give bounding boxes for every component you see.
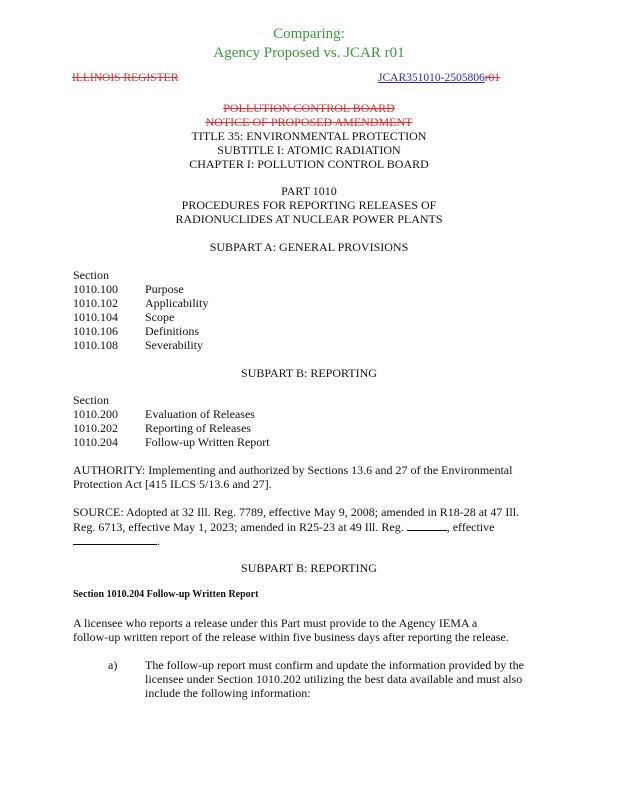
toc-row: 1010.100 Purpose [73, 282, 184, 296]
compare-title-line2: Agency Proposed vs. JCAR r01 [213, 45, 405, 61]
authority-line1: AUTHORITY: Implementing and authorized by Sections 13.6 and 27 of the Environmental [73, 463, 513, 477]
toc-row: 1010.202 Reporting of Releases [73, 421, 251, 435]
header-register-deleted: ILLINOIS REGISTER [72, 72, 179, 84]
header-jcar-id [378, 72, 500, 84]
effective-date-blank [73, 533, 157, 545]
part-name-line2: RADIONUCLIDES AT NUCLEAR POWER PLANTS [175, 212, 443, 226]
item-a-line1: The follow-up report must confirm and update the information provided by the [145, 658, 524, 672]
subpart-a-heading: SUBPART A: GENERAL PROVISIONS [209, 240, 409, 254]
toc-row: 1010.200 Evaluation of Releases [73, 407, 255, 421]
part-number: PART 1010 [281, 184, 337, 198]
subpart-b-heading-repeat: SUBPART B: REPORTING [241, 561, 377, 575]
header-jcar-deleted: r01 [484, 72, 501, 84]
subpart-b-section-label: Section [73, 393, 109, 407]
toc-row: 1010.108 Severability [73, 338, 203, 352]
source-line1: SOURCE: Adopted at 32 Ill. Reg. 7789, effective May 9, 2008; amended in R18-28 at 47 Ill. [73, 505, 520, 519]
part-name-line1: PROCEDURES FOR REPORTING RELEASES OF [181, 198, 437, 212]
subpart-a-section-label: Section [73, 268, 109, 282]
subtitle-line: SUBTITLE I: ATOMIC RADIATION [217, 143, 401, 157]
toc-row: 1010.204 Follow-up Written Report [73, 435, 270, 449]
source-line2: Reg. 6713, effective May 1, 2023; amended in R25-23 at 49 Ill. Reg. , effective [73, 520, 495, 534]
toc-row: 1010.104 Scope [73, 310, 175, 324]
notice-deleted: NOTICE OF PROPOSED AMENDMENT [205, 115, 413, 129]
source-line3: . [73, 533, 160, 548]
compare-title-line1: Comparing: [273, 26, 345, 42]
chapter-line: CHAPTER I: POLLUTION CONTROL BOARD [189, 157, 429, 171]
register-page-blank [407, 519, 447, 531]
board-name-deleted: POLLUTION CONTROL BOARD [223, 101, 395, 115]
item-a-label: a) [108, 658, 118, 672]
section-204-para-line2: follow-up written report of the release within five business days after reporting the release. [73, 630, 509, 644]
header-jcar-inserted: JCAR351010-2505806 [378, 72, 485, 84]
toc-row: 1010.106 Definitions [73, 324, 199, 338]
subpart-b-heading: SUBPART B: REPORTING [241, 366, 377, 380]
section-204-heading: Section 1010.204 Follow-up Written Report [73, 589, 259, 600]
section-204-para-line1: A licensee who reports a release under this Part must provide to the Agency IEMA a [73, 616, 478, 630]
toc-row: 1010.102 Applicability [73, 296, 209, 310]
item-a-line2: licensee under Section 1010.202 utilizing the best data available and must also [145, 672, 523, 686]
item-a-line3: include the following information: [145, 686, 311, 700]
authority-line2: Protection Act [415 ILCS 5/13.6 and 27]. [73, 477, 272, 491]
title-line: TITLE 35: ENVIRONMENTAL PROTECTION [191, 129, 427, 143]
